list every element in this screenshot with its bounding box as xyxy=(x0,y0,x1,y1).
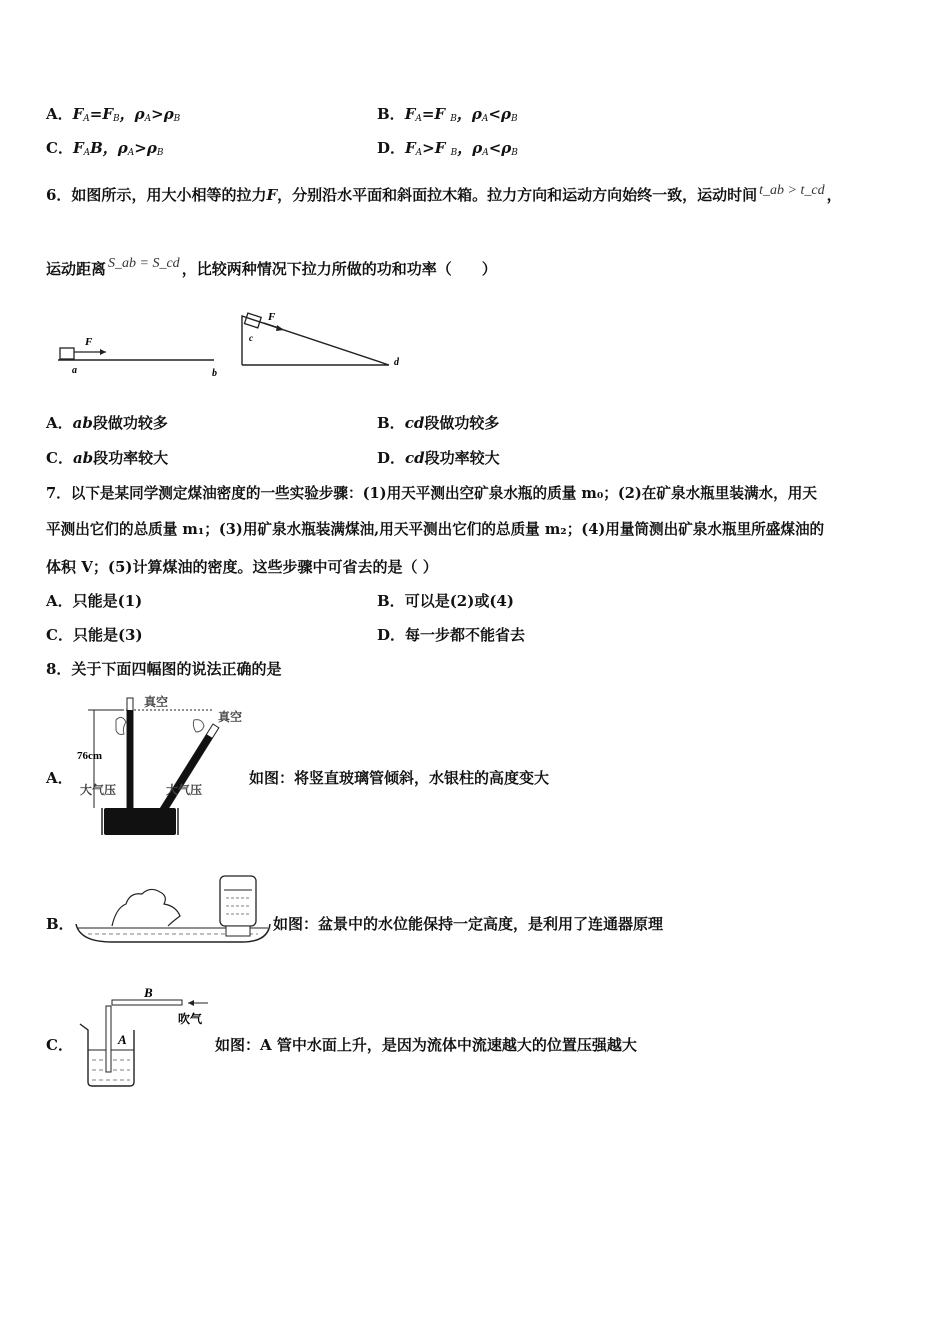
q7-option-b[interactable]: B．可以是(2)或(4) xyxy=(377,592,514,610)
hand-sketch-left xyxy=(116,717,126,734)
point-label-d: d xyxy=(394,357,399,368)
q8-option-a-text: 如图：将竖直玻璃管倾斜，水银柱的高度变大 xyxy=(249,769,550,787)
arrow-head-right xyxy=(276,325,284,331)
q8-option-c-text: 如图：A 管中水面上升，是因为流体中流速越大的位置压强越大 xyxy=(215,1036,637,1054)
q6-option-d[interactable]: D．cd段功率较大 xyxy=(377,449,500,467)
q8-option-c-letter[interactable]: C． xyxy=(46,1036,73,1054)
venturi-figure xyxy=(76,984,214,1090)
blow-arrow-head xyxy=(188,1000,194,1006)
force-label-left: F xyxy=(85,336,93,348)
vacuum-label-1: 真空 xyxy=(144,695,169,709)
q7-line2: 平测出它们的总质量 m₁；(3)用矿泉水瓶装满煤油,用天平测出它们的总质量 m₂；(4)用量筒测出矿泉水瓶里所盛煤油的 xyxy=(46,521,825,538)
force-symbol: F xyxy=(266,186,278,204)
bonsai-figure xyxy=(72,870,272,946)
blow-label: 吹气 xyxy=(178,1012,203,1026)
vertical-tube-a xyxy=(106,1006,111,1072)
option-text: $F_AB$，$\rho_A>\rho_B$ xyxy=(72,139,164,158)
q7-line3: 体积 V；(5)计算煤油的密度。这些步骤中可省去的是（ ） xyxy=(46,558,438,576)
q7-line1: 7．以下是某同学测定煤油密度的一些实验步骤：(1)用天平测出空矿泉水瓶的质量 m₀；(2)在矿泉水瓶里装满水，用天 xyxy=(46,485,817,502)
force-label-right: F xyxy=(268,311,276,323)
horizontal-plane-diagram xyxy=(58,336,217,379)
incline-diagram xyxy=(242,311,400,368)
point-label-a: a xyxy=(72,365,77,376)
rock-landscape xyxy=(112,889,180,926)
q8-option-b-letter[interactable]: B． xyxy=(46,915,74,933)
option-text: $F_A=F$ $_B$，$\rho_A<\rho_B$ xyxy=(404,105,518,124)
tube-a-label: A xyxy=(118,1032,127,1047)
q5-option-c[interactable] xyxy=(46,137,163,158)
option-letter: B． xyxy=(377,105,405,123)
hand-sketch-right xyxy=(193,720,204,732)
q6-figure xyxy=(44,308,424,388)
q5-option-d[interactable] xyxy=(377,137,518,158)
q6-option-b[interactable]: B．cd段做功较多 xyxy=(377,414,500,432)
option-text: $F_A=F_B$，$\rho_A>\rho_B$ xyxy=(72,105,181,124)
vacuum-label-2: 真空 xyxy=(218,710,243,724)
horizontal-tube-b xyxy=(112,1000,182,1005)
point-label-c: c xyxy=(249,333,253,343)
q8-option-b-text: 如图：盆景中的水位能保持一定高度，是利用了连通器原理 xyxy=(273,915,664,933)
atm-label-left: 大气压 xyxy=(80,783,117,797)
q7-option-d[interactable]: D．每一步都不能省去 xyxy=(377,626,526,644)
q5-option-a[interactable] xyxy=(46,103,180,124)
q8-option-a-letter[interactable]: A． xyxy=(46,769,73,787)
point-label-b: b xyxy=(212,368,217,379)
mercury-dish xyxy=(104,808,176,835)
option-letter: A． xyxy=(46,105,73,123)
q7-option-c[interactable]: C．只能是(3) xyxy=(46,626,143,644)
q6-option-a[interactable]: A．ab段做功较多 xyxy=(46,414,168,432)
arrow-head-left xyxy=(100,349,106,355)
bottle-neck xyxy=(226,926,250,936)
option-text: $F_A>F$ $_B$，$\rho_A<\rho_B$ xyxy=(405,139,518,158)
q7-option-a[interactable]: A．只能是(1) xyxy=(46,592,143,610)
q6-stem-line2: 运动距离 S_ab = S_cd ，比较两种情况下拉力所做的功和功率（ ） xyxy=(46,256,497,278)
q5-option-b[interactable] xyxy=(377,103,518,124)
time-expression: t_ab > t_cd xyxy=(759,183,825,198)
height-label: 76cm xyxy=(77,750,103,762)
atm-label-right: 大气压 xyxy=(166,783,203,797)
option-letter: D． xyxy=(377,139,406,157)
torricelli-figure xyxy=(74,690,248,838)
q8-stem: 8．关于下面四幅图的说法正确的是 xyxy=(46,660,282,678)
q6-stem-line1: 6．如图所示，用大小相等的拉力F，分别沿水平面和斜面拉木箱。拉力方向和运动方向始终一致，运动时间 t_ab > t_cd ， xyxy=(46,183,842,204)
inverted-bottle xyxy=(220,876,256,926)
mercury-column-vertical xyxy=(127,710,133,824)
distance-expression: S_ab = S_cd xyxy=(108,256,180,271)
tube-b-label: B xyxy=(144,985,153,1000)
box-left xyxy=(60,348,74,359)
q6-option-c[interactable]: C．ab段功率较大 xyxy=(46,449,169,467)
option-letter: C． xyxy=(46,139,73,157)
box-right xyxy=(244,313,261,328)
